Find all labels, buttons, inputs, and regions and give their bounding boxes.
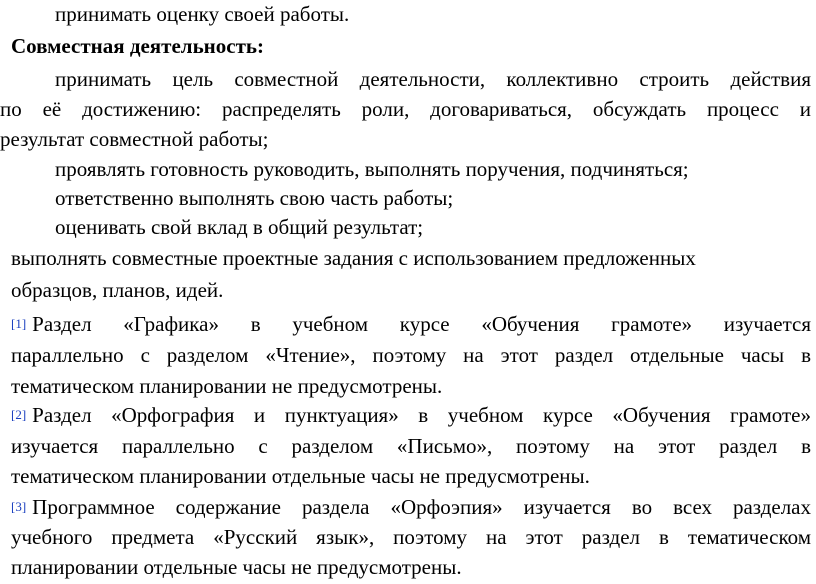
footnote-line: тематическом планировании отдельные часы не предусмотрены. <box>11 464 590 488</box>
paragraph-line: образцов, планов, идей. <box>11 278 224 302</box>
footnote-marker[interactable]: [2] <box>11 407 27 422</box>
section-heading: Совместная деятельность: <box>11 34 265 58</box>
footnote-line: учебного предмета «Русский язык», поэтому на этот раздел в тематическом <box>11 525 811 549</box>
footnote-line: параллельно с разделом «Чтение», поэтому на этот раздел отдельные часы в <box>11 343 811 367</box>
footnote-line: планировании отдельные часы не предусмотрены. <box>11 555 462 579</box>
footnote-line: тематическом планировании не предусмотрены. <box>11 374 443 398</box>
footnote-line: [2] Раздел «Орфография и пунктуация» в учебном курсе «Обучения грамоте» <box>11 403 811 427</box>
footnote-marker[interactable]: [3] <box>11 499 27 514</box>
paragraph-line: результат совместной работы; <box>0 127 269 151</box>
paragraph-line: ответственно выполнять свою часть работы; <box>55 186 454 210</box>
paragraph-line: по её достижению: распределять роли, договариваться, обсуждать процесс и <box>0 97 811 121</box>
paragraph-line: выполнять совместные проектные задания с использованием предложенных <box>11 246 696 270</box>
paragraph-line: оценивать свой вклад в общий результат; <box>55 215 424 239</box>
paragraph-line: проявлять готовность руководить, выполнять поручения, подчиняться; <box>55 157 689 181</box>
footnote-marker[interactable]: [1] <box>11 316 27 331</box>
footnote-line: [3] Программное содержание раздела «Орфоэпия» изучается во всех разделах <box>11 495 811 519</box>
paragraph-line: принимать цель совместной деятельности, коллективно строить действия <box>55 67 811 91</box>
intro-line: принимать оценку своей работы. <box>55 2 350 26</box>
footnote-line: изучается параллельно с разделом «Письмо», поэтому на этот раздел в <box>11 434 811 458</box>
footnote-line: [1] Раздел «Графика» в учебном курсе «Обучения грамоте» изучается <box>11 312 811 336</box>
